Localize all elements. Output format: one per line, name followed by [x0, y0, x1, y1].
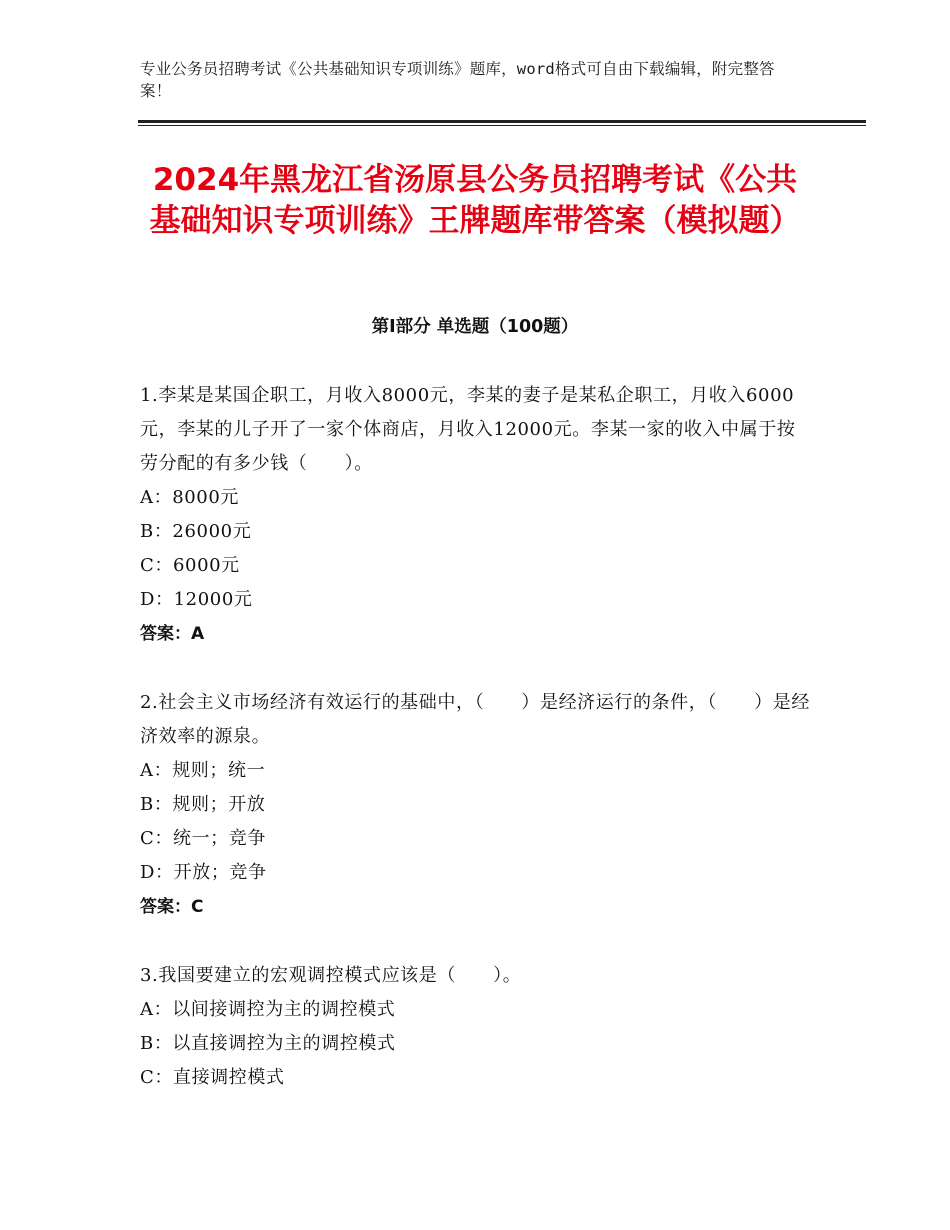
header-divider-thin	[138, 125, 866, 126]
option-a: A：以间接调控为主的调控模式	[140, 999, 396, 1020]
option-a: A：8000元	[140, 487, 240, 508]
option-d: D：12000元	[140, 589, 253, 610]
option-d: D：开放；竞争	[140, 862, 267, 883]
question-1	[140, 379, 810, 651]
header-note: 专业公务员招聘考试《公共基础知识专项训练》题库，word格式可自由下载编辑，附完整答案！	[140, 60, 775, 100]
option-b: B：规则；开放	[140, 794, 266, 815]
question-stem: 1.李某是某国企职工，月收入8000元，李某的妻子是某私企职工，月收入6000元，李某的儿子开了一家个体商店，月收入12000元。李某一家的收入中属于按劳分配的有多少钱（ ）。	[140, 385, 796, 474]
question-stem: 2.社会主义市场经济有效运行的基础中，（ ）是经济运行的条件，（ ）是经济效率的源泉。	[140, 692, 810, 747]
option-c: C：统一；竞争	[140, 828, 266, 849]
option-b: B：以直接调控为主的调控模式	[140, 1033, 396, 1054]
document-title: 2024年黑龙江省汤原县公务员招聘考试《公共基础知识专项训练》王牌题库带答案（模拟题）	[149, 162, 801, 239]
option-a: A：规则；统一	[140, 760, 266, 781]
header-divider-thick	[138, 120, 866, 123]
answer-label: 答案：C	[140, 897, 204, 917]
option-b: B：26000元	[140, 521, 252, 542]
answer-label: 答案：A	[140, 624, 205, 644]
question-2	[140, 686, 810, 924]
section-title: 第Ⅰ部分 单选题（100题）	[371, 317, 579, 337]
option-c: C：直接调控模式	[140, 1067, 285, 1088]
question-stem: 3.我国要建立的宏观调控模式应该是（ ）。	[140, 965, 522, 986]
question-3	[140, 959, 810, 1095]
option-c: C：6000元	[140, 555, 240, 576]
